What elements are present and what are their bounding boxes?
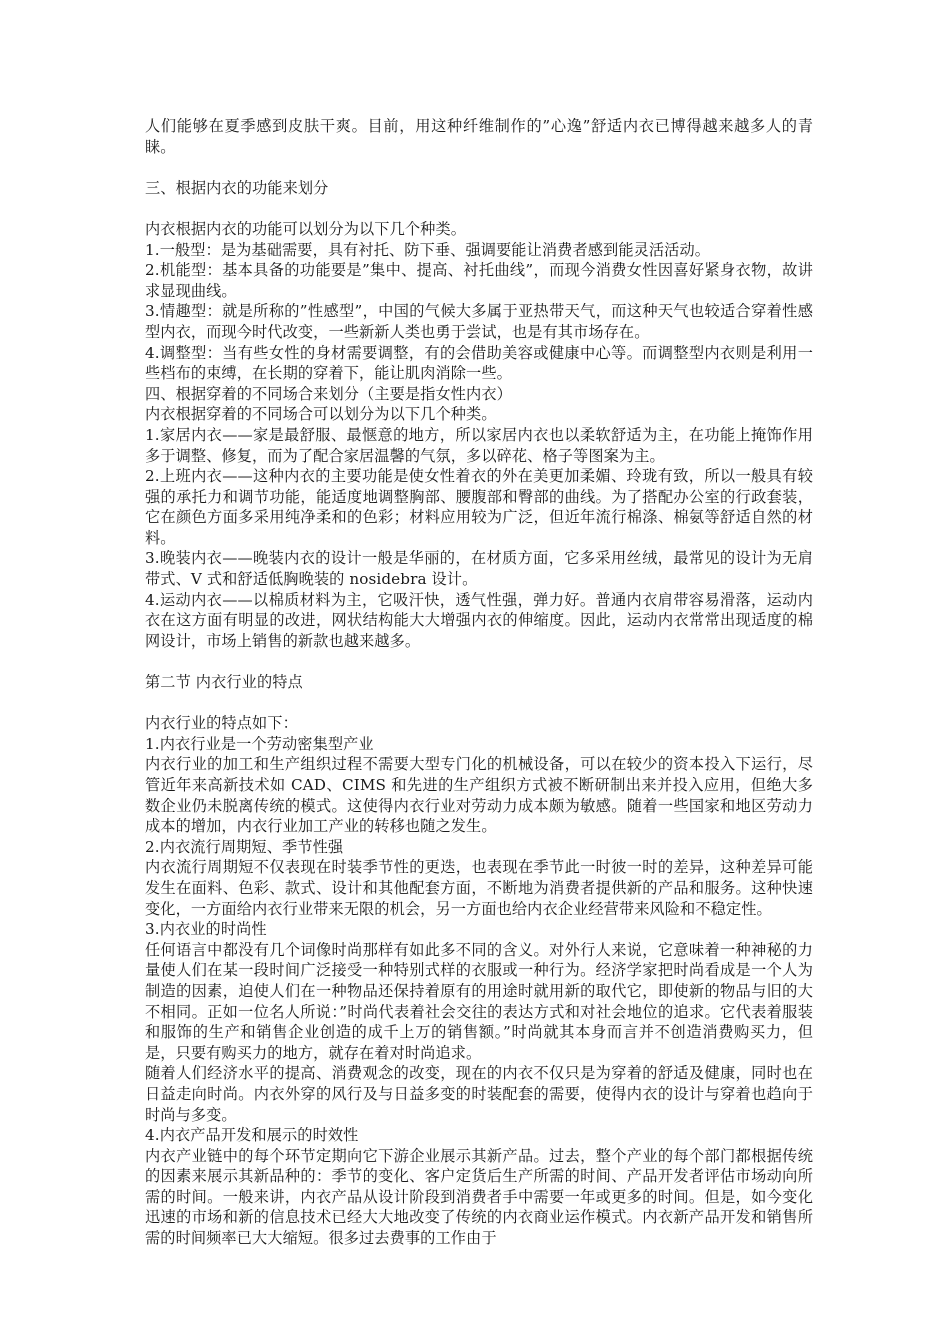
paragraph: 内衣根据内衣的功能可以划分为以下几个种类。 <box>145 219 467 238</box>
paragraph: 内衣根据穿着的不同场合可以划分为以下几个种类。 <box>145 405 497 424</box>
paragraph: 内衣流行周期短不仅表现在时装季节性的更迭，也表现在季节此一时彼一时的差异，这种差异可能发生在面料、色彩、款式、设计和其他配套方面，不断地为消费者提供新的产品和服务。这种快速变化，一方面给内衣行业带来无限的机会，另一方面也给内衣企业经营带来风险和不稳定性。 <box>145 858 813 918</box>
blank-line <box>145 651 813 672</box>
subheading: 3.内衣业的时尚性 <box>145 920 267 939</box>
list-item: 3.晚装内衣——晚装内衣的设计一般是华丽的，在材质方面，它多采用丝绒，最常见的设计为无肩带式、V 式和舒适低胸晚装的 nosidebra 设计。 <box>145 549 813 589</box>
list-item: 4.运动内衣——以棉质材料为主，它吸汗快，透气性强，弹力好。普通内衣肩带容易滑落，运动内衣在这方面有明显的改进，网状结构能大大增强内衣的伸缩度。因此，运动内衣常常出现适度的棉网设计，市场上销售的新款也越来越多。 <box>145 590 813 650</box>
section-heading: 四、根据穿着的不同场合来划分（主要是指女性内衣） <box>145 384 512 403</box>
list-item: 3.情趣型：就是所称的”性感型”，中国的气候大多属于亚热带天气，而这种天气也较适合穿着性感型内衣，而现今时代改变，一些新新人类也勇于尝试，也是有其市场存在。 <box>145 302 813 341</box>
subheading: 1.内衣行业是一个劳动密集型产业 <box>145 734 374 753</box>
paragraph: 任何语言中都没有几个词像时尚那样有如此多不同的含义。对外行人来说，它意味着一种神秘的力量使人们在某一段时间广泛接受一种特别式样的衣服或一种行为。经济学家把时尚看成是一个人为制造的因素，迫使人们在一种物品还保持着原有的用途时就用新的取代它，即使新的物品与旧的大不相同。正如一位名人所说：”时尚代表着社会交往的表达方式和对社会地位的追求。它代表着服装和服饰的生产和销售企业创造的成千上万的销售额。”时尚就其本身而言并不创造消费购买力，但是，只要有购买力的地方，就存在着对时尚追求。 <box>145 940 813 1062</box>
list-item: 1.一般型：是为基础需要，具有衬托、防下垂、强调要能让消费者感到能灵活活动。 <box>145 240 711 259</box>
paragraph: 随着人们经济水平的提高、消费观念的改变，现在的内衣不仅只是为穿着的舒适及健康，同时也在日益走向时尚。内衣外穿的风行及与日益多变的时装配套的需要，使得内衣的设计与穿着也趋向于时尚与多变。 <box>145 1064 813 1124</box>
list-item: 2.机能型：基本具备的功能要是”集中、提高、衬托曲线”，而现今消费女性因喜好紧身衣物，故讲求显现曲线。 <box>145 261 813 300</box>
blank-line <box>145 198 813 219</box>
paragraph: 内衣行业的加工和生产组织过程不需要大型专门化的机械设备，可以在较少的资本投入下运行，尽管近年来高新技术如 CAD、CIMS 和先进的生产组织方式被不断研制出来并投入应用，但绝大多数企业仍未脱离传统的模式。这使得内衣行业对劳动力成本颇为敏感。随着一些国家和地区劳动力成本的增加，内衣行业加工产业的转移也随之发生。 <box>145 755 813 836</box>
document-body <box>145 116 813 1249</box>
blank-line <box>145 157 813 178</box>
list-item: 2.上班内衣——这种内衣的主要功能是使女性着衣的外在美更加柔媚、玲珑有致，所以一般具有较强的承托力和调节功能，能适度地调整胸部、腰腹部和臀部的曲线。为了搭配办公室的行政套装，它在颜色方面多采用纯净柔和的色彩；材料应用较为广泛，但近年流行棉涤、棉氨等舒适自然的材料。 <box>145 467 813 547</box>
section-heading: 三、根据内衣的功能来划分 <box>145 178 329 197</box>
paragraph: 人们能够在夏季感到皮肤干爽。目前，用这种纤维制作的”心逸”舒适内衣已博得越来越多人的青睐。 <box>145 117 813 156</box>
list-item: 4.调整型：当有些女性的身材需要调整，有的会借助美容或健康中心等。而调整型内衣则是利用一些档布的束缚，在长期的穿着下，能让肌肉消除一些。 <box>145 343 813 383</box>
chapter-heading: 第二节 内衣行业的特点 <box>145 673 303 692</box>
paragraph: 内衣产业链中的每个环节定期向它下游企业展示其新产品。过去，整个产业的每个部门都根据传统的因素来展示其新品种的：季节的变化、客户定货后生产所需的时间、产品开发者评估市场动向所需的时间。一般来讲，内衣产品从设计阶段到消费者手中需要一年或更多的时间。但是，如今变化迅速的市场和新的信息技术已经大大地改变了传统的内衣商业运作模式。内衣新产品开发和销售所需的时间频率已大大缩短。很多过去费事的工作由于 <box>145 1146 813 1248</box>
subheading: 4.内衣产品开发和展示的时效性 <box>145 1126 359 1145</box>
blank-line <box>145 693 813 714</box>
subheading: 2.内衣流行周期短、季节性强 <box>145 837 344 856</box>
paragraph: 内衣行业的特点如下： <box>145 714 298 733</box>
list-item: 1.家居内衣——家是最舒服、最惬意的地方，所以家居内衣也以柔软舒适为主，在功能上掩饰作用多于调整、修复，而为了配合家居温馨的气氛，多以碎花、格子等图案为主。 <box>145 425 813 465</box>
